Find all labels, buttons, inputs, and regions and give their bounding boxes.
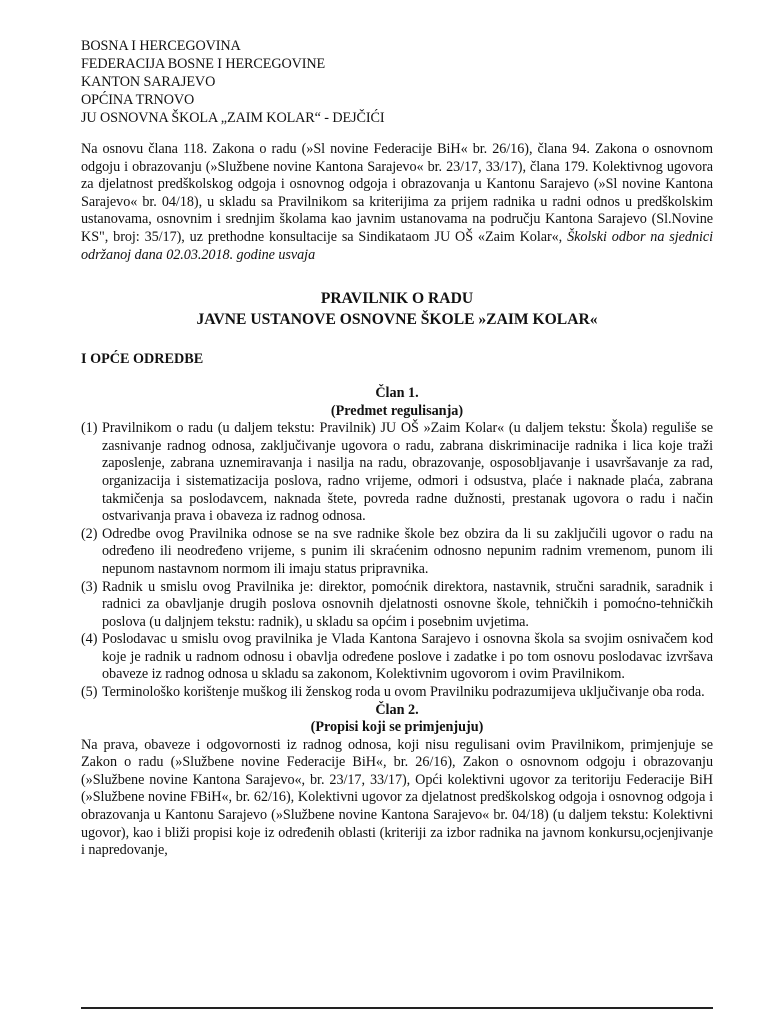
list-item	[81, 631, 713, 684]
list-item	[81, 526, 713, 579]
header-canton: KANTON SARAJEVO	[81, 74, 216, 90]
item-number: (5)	[81, 684, 98, 701]
article-2	[81, 702, 713, 860]
title-line-2: JAVNE USTANOVE OSNOVNE ŠKOLE »ZAIM KOLAR«	[196, 311, 598, 329]
list-item	[81, 420, 713, 526]
letterhead	[81, 37, 713, 127]
article-2-subheading: (Propisi koji se primjenjuju)	[310, 719, 484, 736]
document-title	[81, 288, 713, 330]
preamble-italic: Školski odbor na sjednici održanoj dana 02.03.2018. godine usvaja	[81, 228, 713, 263]
item-text: Pravilnikom o radu (u daljem tekstu: Pravilnik) JU OŠ »Zaim Kolar« (u daljem tekstu: Škola) reguliše se zasnivanje radnog odnosa, zaključivanje ugovora o radu, zabrana diskriminacije radnika i lica koje traži zaposlenje, zabrana uznemiravanja i nasilja na radu, obrazovanje, osposobljavanje i usavršavanje za rad, organizacija i sistematizacija poslova, radno vrijeme, odmori i odsustva, plaće i naknade plaća, zabrana takmičenja sa poslodavcem, naknada štete, povreda radne dužnosti, prestanak ugovora o radu i način ostvarivanja prava i obaveza iz radnog odnosa.	[102, 420, 713, 525]
title-line-1: PRAVILNIK O RADU	[320, 290, 474, 308]
header-country: BOSNA I HERCEGOVINA	[81, 38, 241, 54]
header-school: JU OSNOVNA ŠKOLA „ZAIM KOLAR“ - DEJČIĆI	[81, 110, 385, 126]
article-1-subheading: (Predmet regulisanja)	[330, 402, 464, 419]
item-text: Terminološko korištenje muškog ili ženskog roda u ovom Pravilniku podrazumijeva uključivanje oba roda.	[102, 684, 705, 701]
item-number: (2)	[81, 525, 98, 542]
article-1	[81, 385, 713, 702]
preamble-text: Na osnovu člana 118. Zakona o radu (»Sl novine Federacije BiH« br. 26/16), člana 94. Zakona o osnovnom odgoju i obrazovanju (»Službene novine Kantona Sarajevo« br. 23/17, 33/17), člana 179. Kolektivnog ugovora za djelatnost predškolskog odgoja i osnovnog odgoja i obrazovanja u Kantonu Sarajevo (»Sl novine Kantona Sarajevo« br. 04/18), u skladu sa Pravilnikom sa kriterijima za prijem radnika u radni odnos u predškolskim ustanovama, osnovnim i srednjim školama kao javnim ustanovama na području Kantona Sarajevo (Sl.Novine KS", broj: 35/17), uz prethodne konsultacije sa Sindikataom JU OŠ «Zaim Kolar«,	[81, 141, 713, 245]
footer-divider	[81, 1007, 713, 1009]
item-text: Radnik u smislu ovog Pravilnika je: direktor, pomoćnik direktora, nastavnik, stručni saradnik, saradnik i radnici za obavljanje drugih poslova osnovnih djelatnosti osnovne škole, tehničkih i pomoćno-tehničkih poslova (u daljnjem tekstu: radnik), u skladu sa općim i posebnim uvjetima.	[102, 578, 713, 630]
header-municipality: OPĆINA TRNOVO	[81, 92, 195, 108]
list-item	[81, 579, 713, 632]
document-page	[81, 37, 713, 860]
section-heading: I OPĆE ODREDBE	[81, 351, 204, 368]
header-federation: FEDERACIJA BOSNE I HERCEGOVINE	[81, 56, 326, 72]
item-number: (3)	[81, 578, 98, 595]
list-item	[81, 684, 713, 702]
article-2-text: Na prava, obaveze i odgovornosti iz radnog odnosa, koji nisu regulisani ovim Pravilnikom, primjenjuje se Zakon o radu (»Službene novine Federacije BiH«, br. 26/16), Zakon o osnovnom odgoju i obrazovanju (»Službene novine Kantona Sarajevo«, br. 23/17, 33/17), Opći kolektivni ugovor za teritoriju Federacije BiH (»Službene novine FBiH«, br. 62/16), Kolektivni ugovor za djelatnost predškolskog odgoja i osnovnog odgoja i obrazovanja u Kantonu Sarajevo (»Službene novine Kantona Sarajevo« br. 04/18) (u daljem tekstu: Kolektivni ugovor), kao i bliži propisi koje iz određenih oblasti (kriteriji za izbor radnika na javnom konkursu,ocjenjivanje i napredovanje,	[81, 736, 713, 859]
article-2-heading: Član 2.	[375, 701, 419, 718]
item-number: (1)	[81, 420, 98, 437]
article-1-items	[81, 420, 713, 702]
item-text: Poslodavac u smislu ovog pravilnika je Vlada Kantona Sarajevo i osnovna škola sa svojim osnivačem kod koje je radnik u radnom odnosu i obavlja određene poslove i zadatke i po tom osnovu poslodavac izvršava obaveze iz radnog odnosa u skladu sa zakonom, Kolektivnim ugovorom i ovim Pravilnikom.	[102, 631, 713, 683]
preamble	[81, 141, 713, 264]
article-1-heading: Član 1.	[375, 385, 419, 402]
item-text: Odredbe ovog Pravilnika odnose se na sve radnike škole bez obzira da li su zaključili ugovor o radu na određeno ili neodređeno vrijeme, s punim ili skraćenim odnosno nepunim radnim vremenom, punom ili nepunom nastavnom normom ili imaju status pripravnika.	[102, 525, 713, 577]
item-number: (4)	[81, 631, 98, 648]
